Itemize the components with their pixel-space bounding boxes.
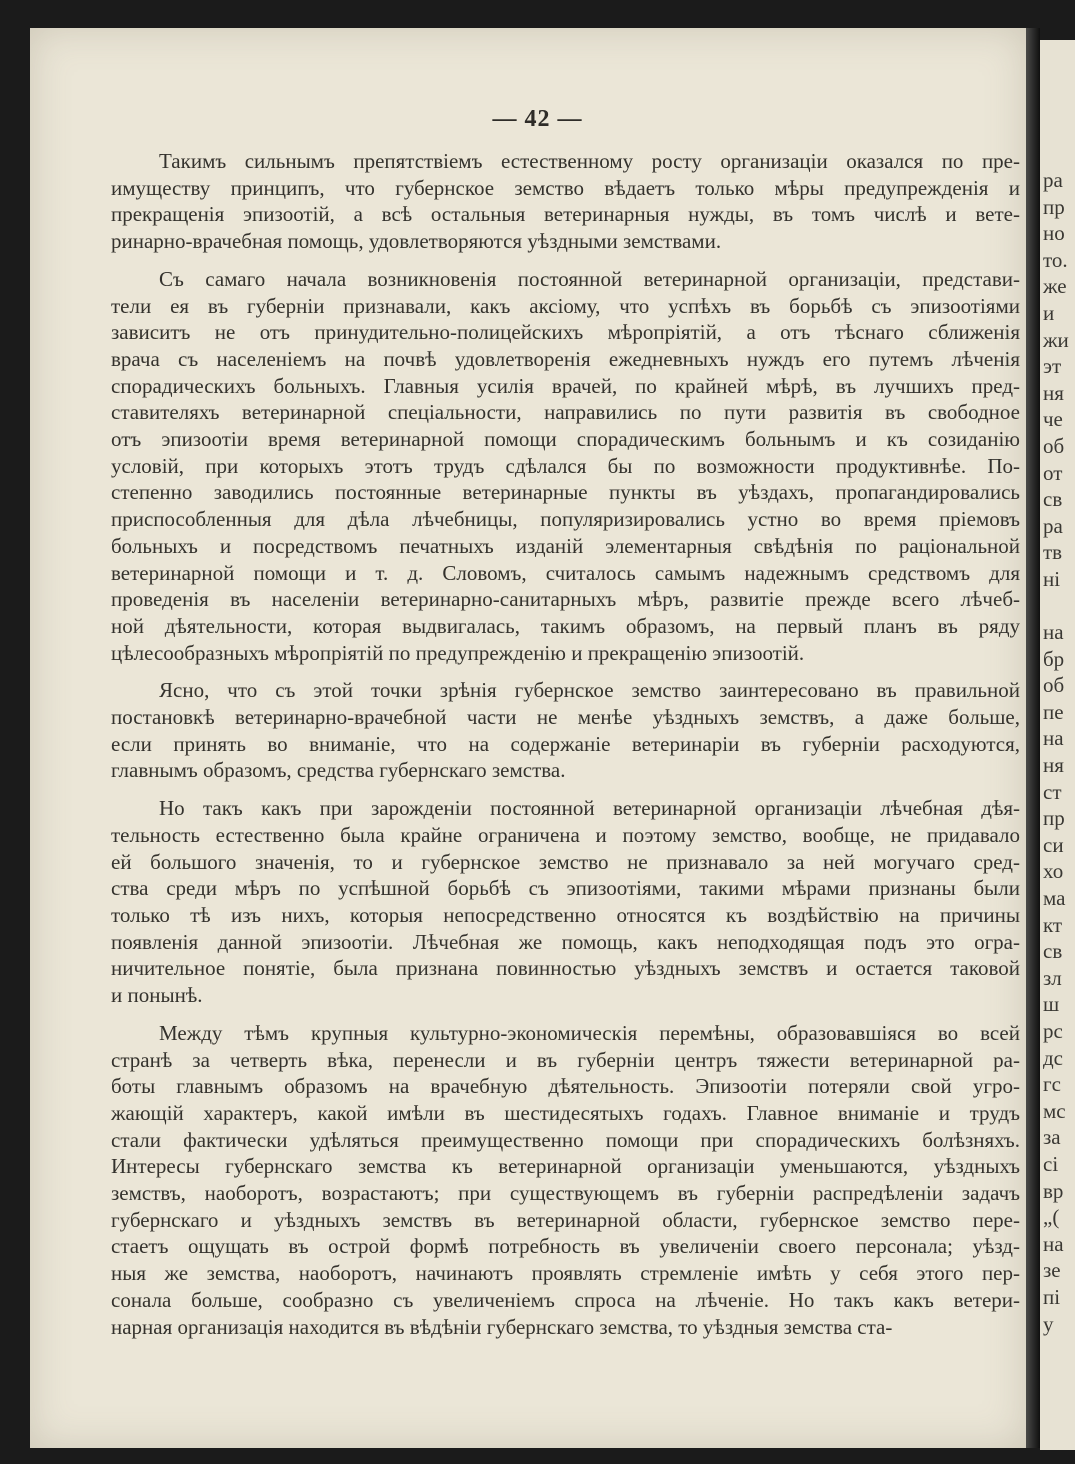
- text-line: Съ самаго начала возникновенія постоянной ветеринарной организаціи, представи-: [159, 266, 1020, 291]
- text-line: ей большого значенія, то и губернское земство не признавало за ней могучаго сред-: [111, 849, 1020, 874]
- text-line: степенно заводились постоянные ветеринарные пункты въ уѣздахъ, пропагандировались: [111, 480, 1020, 505]
- text-line: тельность естественно была крайне ограничена и поэтому земство, вообще, не придавало: [111, 822, 1020, 847]
- adjacent-page-fragment: но: [1043, 221, 1065, 246]
- text-line: тели ея въ губерніи признавали, какъ аксіому, что успѣхъ въ борьбѣ съ эпизоотіями: [111, 293, 1020, 318]
- adjacent-page-fragment: ма: [1043, 886, 1066, 910]
- paragraph: [111, 795, 1020, 1009]
- adjacent-page-fragment: ня: [1043, 753, 1064, 777]
- text-line: земствъ, наоборотъ, возрастаютъ; при существующемъ въ губерніи распредѣленіи задачъ: [111, 1181, 1020, 1206]
- adjacent-page-fragment: св: [1043, 487, 1063, 512]
- adjacent-page-fragment: пр: [1043, 806, 1065, 831]
- adjacent-page-fragment: эт: [1043, 354, 1062, 379]
- adjacent-page-fragment: гс: [1043, 1072, 1061, 1097]
- text-line: главнымъ образомъ, средства губернскаго земства.: [111, 758, 566, 783]
- adjacent-page-fragment: ст: [1043, 779, 1062, 804]
- adjacent-page-fragment: зл: [1043, 965, 1062, 990]
- adjacent-page-fragment: об: [1043, 673, 1065, 698]
- adjacent-page-fragment: пе: [1043, 699, 1064, 724]
- text-line: больныхъ и посредствомъ печатныхъ изданій элементарныя свѣдѣнія по раціональной: [111, 533, 1020, 558]
- paragraph: [111, 148, 1020, 255]
- text-line: Между тѣмъ крупныя культурно-экономическія перемѣны, образовавшіяся во всей: [159, 1020, 1020, 1045]
- adjacent-page-fragment: пі: [1043, 1285, 1061, 1309]
- text-line: врача съ населеніемъ на почвѣ удовлетворенія ежедневныхъ нуждъ его путемъ лѣченія: [111, 346, 1020, 371]
- adjacent-page-fragment: об: [1043, 434, 1065, 458]
- text-line: Интересы губернскаго земства къ ветеринарной организаціи уменьшаются, уѣздныхъ: [111, 1154, 1020, 1179]
- text-line: проведенія въ населеніи ветеринарно-санитарныхъ мѣръ, развитіе прежде всего лѣчеб-: [111, 587, 1020, 612]
- text-line: ства среди мѣръ по успѣшной борьбѣ съ эпизоотіями, такими мѣрами признаны были: [111, 876, 1020, 901]
- text-line: постановкѣ ветеринарно-врачебной части не менѣе уѣздныхъ земствъ, а даже больше,: [111, 705, 1020, 730]
- adjacent-page-fragment: ра: [1043, 513, 1063, 538]
- adjacent-page-fragment: че: [1043, 407, 1063, 432]
- adjacent-page-fragment: дс: [1043, 1045, 1064, 1070]
- adjacent-page-fragment: ра: [1043, 168, 1063, 192]
- adjacent-page-fragment: хо: [1043, 859, 1064, 884]
- paragraph: [111, 1020, 1020, 1340]
- text-line: Но такъ какъ при зарожденіи постоянной ветеринарной организаціи лѣчебная дѣя-: [159, 796, 1020, 821]
- adjacent-page-fragment: вр: [1043, 1178, 1064, 1203]
- adjacent-page-fragment: ні: [1043, 567, 1061, 591]
- text-line: стали фактически удѣляться преимущественно помощи при спорадическихъ болѣзняхъ.: [111, 1127, 1020, 1152]
- text-line: имуществу принципъ, что губернское земство вѣдаетъ только мѣры предупрежденія и: [111, 175, 1020, 200]
- adjacent-page-fragment: рс: [1043, 1019, 1063, 1043]
- text-line: условій, при которыхъ этотъ трудъ сдѣлался бы по возможности продуктивнѣе. По-: [111, 453, 1020, 478]
- text-line: отъ эпизоотіи время ветеринарной помощи спорадическимъ больнымъ и къ созиданію: [111, 427, 1020, 452]
- text-line: ставителяхъ ветеринарной спеціальности, направились по пути развитія въ свободное: [111, 400, 1020, 425]
- text-line: ничительное понятіе, была признана повинностью уѣздныхъ земствъ и остается таковой: [111, 956, 1020, 981]
- text-line: нарная организація находится въ вѣдѣніи губернскаго земства, то уѣздныя земства ста-: [111, 1314, 893, 1339]
- adjacent-page-fragment: пр: [1043, 194, 1065, 219]
- paragraph: [111, 266, 1020, 667]
- adjacent-page-fragment: мс: [1043, 1098, 1066, 1123]
- adjacent-page-edge: [1040, 40, 1075, 1450]
- text-line: цѣлесообразныхъ мѣропріятій по предупрежденію и прекращенію эпизоотій.: [111, 640, 805, 665]
- text-line: губернскаго и уѣздныхъ земствъ въ ветеринарной области, губернское земство пере-: [111, 1207, 1020, 1232]
- adjacent-page-fragment: бр: [1043, 646, 1065, 671]
- page-number: — 42 —: [492, 106, 583, 132]
- text-line: приспособленныя для дѣла лѣчебницы, популяризировались устно во время пріемовъ: [111, 507, 1020, 532]
- text-line: ной дѣятельности, которая выдвигалась, такимъ образомъ, на первый планъ въ ряду: [111, 613, 1020, 638]
- adjacent-page-fragment: зе: [1043, 1258, 1061, 1283]
- text-line: ветеринарной помощи и т. д. Словомъ, считалось самымъ надежнымъ средствомъ для: [111, 560, 1020, 585]
- text-line: странѣ за четверть вѣка, перенесли и въ губерніи центръ тяжести ветеринарной ра-: [111, 1047, 1020, 1072]
- text-line: зависитъ не отъ принудительно-полицейскихъ мѣропріятій, а отъ тѣснаго сближенія: [111, 320, 1020, 345]
- adjacent-page-fragment: жи: [1043, 327, 1069, 352]
- adjacent-page-fragment: „(: [1043, 1205, 1060, 1230]
- text-line: сонала больше, сообразно съ увеличеніемъ спроса на лѣченіе. Но такъ какъ ветери-: [111, 1287, 1020, 1312]
- adjacent-page-fragment: кт: [1043, 912, 1063, 937]
- text-line: Такимъ сильнымъ препятствіемъ естественному росту организаціи оказался по пре-: [159, 149, 1020, 173]
- text-line: жающій характеръ, какой имѣли въ шестидесятыхъ годахъ. Главное вниманіе и трудъ: [111, 1100, 1020, 1125]
- adjacent-page-fragment: на: [1043, 1231, 1064, 1256]
- page-gutter: [1026, 28, 1040, 1448]
- adjacent-page-fragment: же: [1043, 274, 1067, 299]
- text-line: прекращенія эпизоотій, а всѣ остальныя ветеринарныя нужды, въ томъ числѣ и вете-: [111, 202, 1020, 227]
- adjacent-page-fragment: от: [1043, 460, 1063, 485]
- adjacent-page-fragment: за: [1043, 1125, 1061, 1150]
- adjacent-page-fragment: тв: [1043, 540, 1063, 565]
- paragraph: [111, 677, 1020, 784]
- text-line: только тѣ изъ нихъ, которыя непосредственно относятся къ воздѣйствію на причины: [111, 902, 1020, 927]
- adjacent-page-fragment: ня: [1043, 380, 1064, 405]
- adjacent-page-fragment: и: [1043, 301, 1055, 325]
- adjacent-page-fragment: на: [1043, 726, 1064, 751]
- text-line: стаетъ ощущать въ острой формѣ потребность въ увеличеніи своего персонала; уѣзд-: [111, 1234, 1020, 1259]
- text-line: спорадическихъ больныхъ. Главныя усилія врачей, по крайней мѣрѣ, въ лучшихъ пред-: [111, 373, 1020, 398]
- body-text: [111, 148, 1020, 1351]
- text-line: ринарно-врачебная помощь, удовлетворяются уѣздными земствами.: [111, 229, 722, 254]
- adjacent-page-fragment: то.: [1043, 247, 1068, 272]
- text-line: и понынѣ.: [111, 983, 203, 1008]
- adjacent-page-fragment: на: [1043, 620, 1064, 644]
- text-line: если принять во вниманіе, что на содержаніе ветеринаріи въ губерніи расходуются,: [111, 731, 1020, 756]
- text-line: Ясно, что съ этой точки зрѣнія губернское земство заинтересовано въ правильной: [159, 678, 1020, 703]
- text-line: боты главнымъ образомъ на врачебную дѣятельность. Эпизоотіи потеряли свой угро-: [111, 1074, 1020, 1099]
- adjacent-page-fragment: си: [1043, 832, 1064, 857]
- adjacent-page-fragment: ш: [1043, 992, 1060, 1017]
- text-line: появленія данной эпизоотіи. Лѣчебная же помощь, какъ неподходящая подъ это огра-: [111, 929, 1020, 954]
- adjacent-page-fragment: сі: [1043, 1152, 1059, 1176]
- text-line: ныя же земства, наоборотъ, начинаютъ проявлять стремленіе имѣть у себя этого пер-: [111, 1261, 1020, 1286]
- adjacent-page-fragment: св: [1043, 939, 1063, 964]
- adjacent-page-fragment: у: [1043, 1311, 1054, 1336]
